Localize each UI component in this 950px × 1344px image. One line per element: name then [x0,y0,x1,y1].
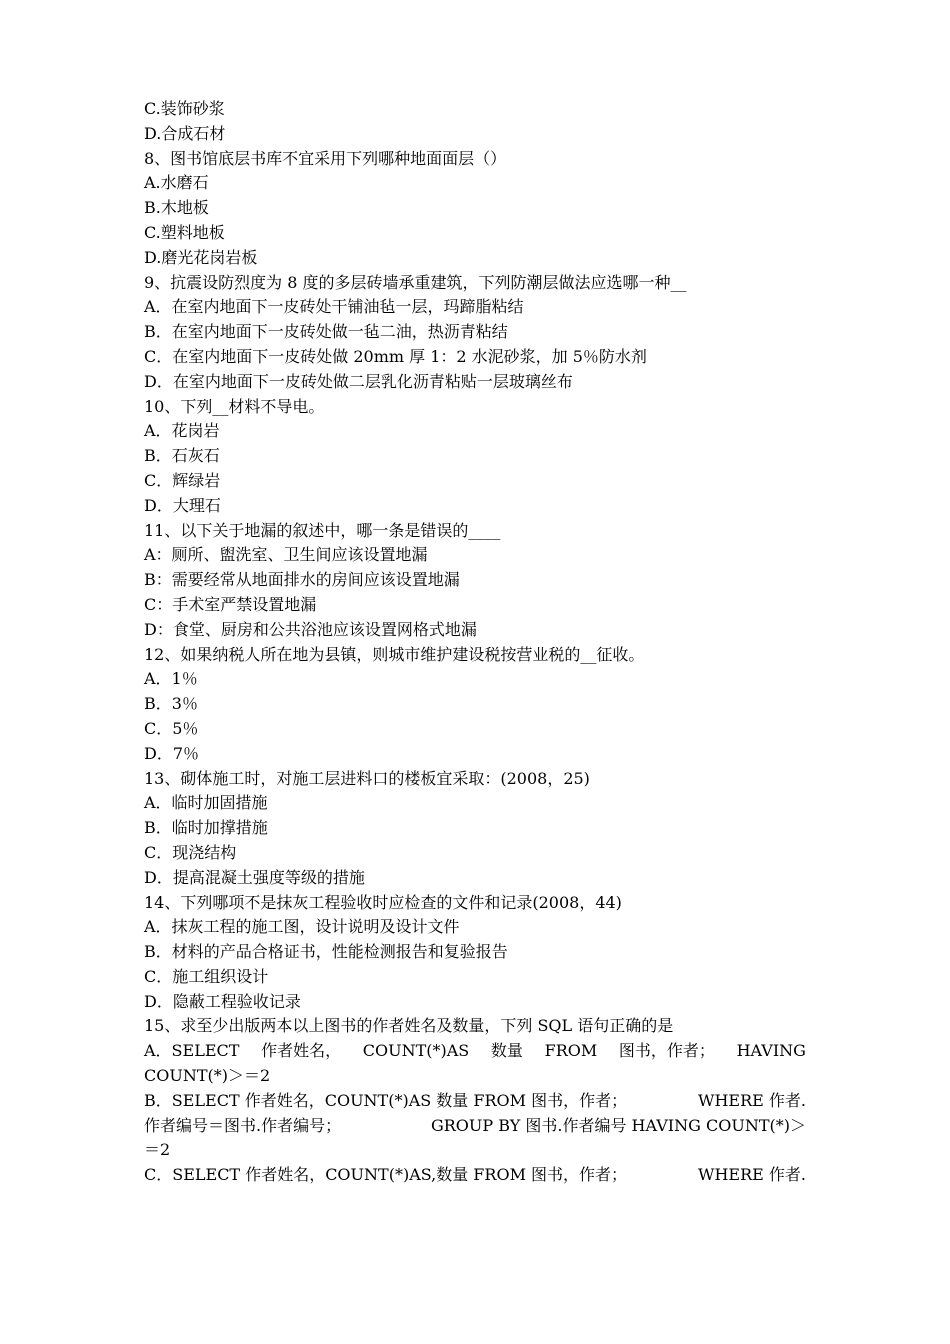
option-line: D．在室内地面下一皮砖处做二层乳化沥青粘贴一层玻璃丝布 [144,371,573,391]
document-body [144,97,806,1188]
text-line: D.合成石材 [144,123,226,143]
option-line: A．在室内地面下一皮砖处干铺油毡一层，玛蹄脂粘结 [144,297,524,317]
q15-option-b-line1 [144,1089,806,1114]
option-line: C．施工组织设计 [144,966,269,986]
option-line: D．隐蔽工程验收记录 [144,991,301,1011]
text-line: C.装饰砂浆 [144,99,225,118]
option-line: C．在室内地面下一皮砖处做 20mm 厚 1：2 水泥砂浆，加 5％防水剂 [144,346,647,366]
option-line: D：食堂、厨房和公共浴池应该设置网格式地漏 [144,619,477,639]
q15-option-a-line2: COUNT(*)＞＝2 [144,1066,271,1086]
option-line: B．在室内地面下一皮砖处做一毡二油，热沥青粘结 [144,322,508,342]
text-fragment: GROUP BY 图书.作者编号 HAVING COUNT(*)＞ [430,1115,806,1135]
question-14: 14、下列哪项不是抹灰工程验收时应检查的文件和记录(2008，44) [144,892,622,912]
option-line: D．7％ [144,743,200,763]
option-line: D.磨光花岗岩板 [144,247,258,267]
question-12: 12、如果纳税人所在地为县镇，则城市维护建设税按营业税的__征收。 [144,644,645,664]
text-fragment: 作者编号＝图书.作者编号； [144,1115,342,1135]
text-fragment: A．SELECT [144,1041,240,1061]
q15-option-b-line3: ＝2 [144,1140,171,1160]
option-line: D．提高混凝土强度等级的措施 [144,867,365,887]
text-fragment: WHERE 作者. [698,1165,806,1185]
option-line: D．大理石 [144,495,221,515]
option-line: A.水磨石 [144,173,209,193]
text-fragment: WHERE 作者. [698,1090,806,1110]
option-line: B：需要经常从地面排水的房间应该设置地漏 [144,570,460,590]
option-line: C．现浇结构 [144,842,237,862]
question-10: 10、下列__材料不导电。 [144,396,325,416]
text-fragment: 图书，作者； [618,1041,715,1061]
text-fragment: HAVING [736,1041,806,1061]
option-line: B．3％ [144,694,198,714]
option-line: B．材料的产品合格证书，性能检测报告和复验报告 [144,942,508,962]
text-fragment: 作者姓名， [261,1041,342,1061]
q15-option-a-line1 [144,1039,806,1064]
option-line: A．临时加固措施 [144,793,268,813]
question-13: 13、砌体施工时，对施工层进料口的楼板宜采取：(2008，25) [144,768,590,788]
option-line: B.木地板 [144,198,209,218]
text-fragment: COUNT(*)AS [362,1041,470,1061]
option-line: C．辉绿岩 [144,470,221,490]
option-line: B．临时加撑措施 [144,818,268,838]
text-fragment: FROM [544,1041,598,1061]
text-fragment: B．SELECT 作者姓名，COUNT(*)AS 数量 FROM 图书，作者； [144,1090,628,1110]
option-line: A：厕所、盥洗室、卫生间应该设置地漏 [144,545,428,565]
q15-option-c-line1 [144,1163,806,1188]
q15-option-b-line2 [144,1114,806,1139]
option-line: A．抹灰工程的施工图，设计说明及设计文件 [144,917,460,937]
question-9: 9、抗震设防烈度为 8 度的多层砖墙承重建筑，下列防潮层做法应选哪一种__ [144,272,687,292]
option-line: A．1％ [144,669,198,689]
option-line: B．石灰石 [144,446,220,466]
question-11: 11、以下关于地漏的叙述中，哪一条是错误的____ [144,520,501,540]
question-15: 15、求至少出版两本以上图书的作者姓名及数量，下列 SQL 语句正确的是 [144,1016,674,1036]
option-line: C．5％ [144,718,199,738]
option-line: C.塑料地板 [144,222,225,242]
question-8: 8、图书馆底层书库不宜采用下列哪种地面面层（） [144,148,507,168]
option-line: C：手术室严禁设置地漏 [144,594,317,614]
text-fragment: 数量 [490,1041,523,1061]
text-fragment: C．SELECT 作者姓名，COUNT(*)AS,数量 FROM 图书，作者； [144,1165,628,1185]
option-line: A．花岗岩 [144,421,220,441]
